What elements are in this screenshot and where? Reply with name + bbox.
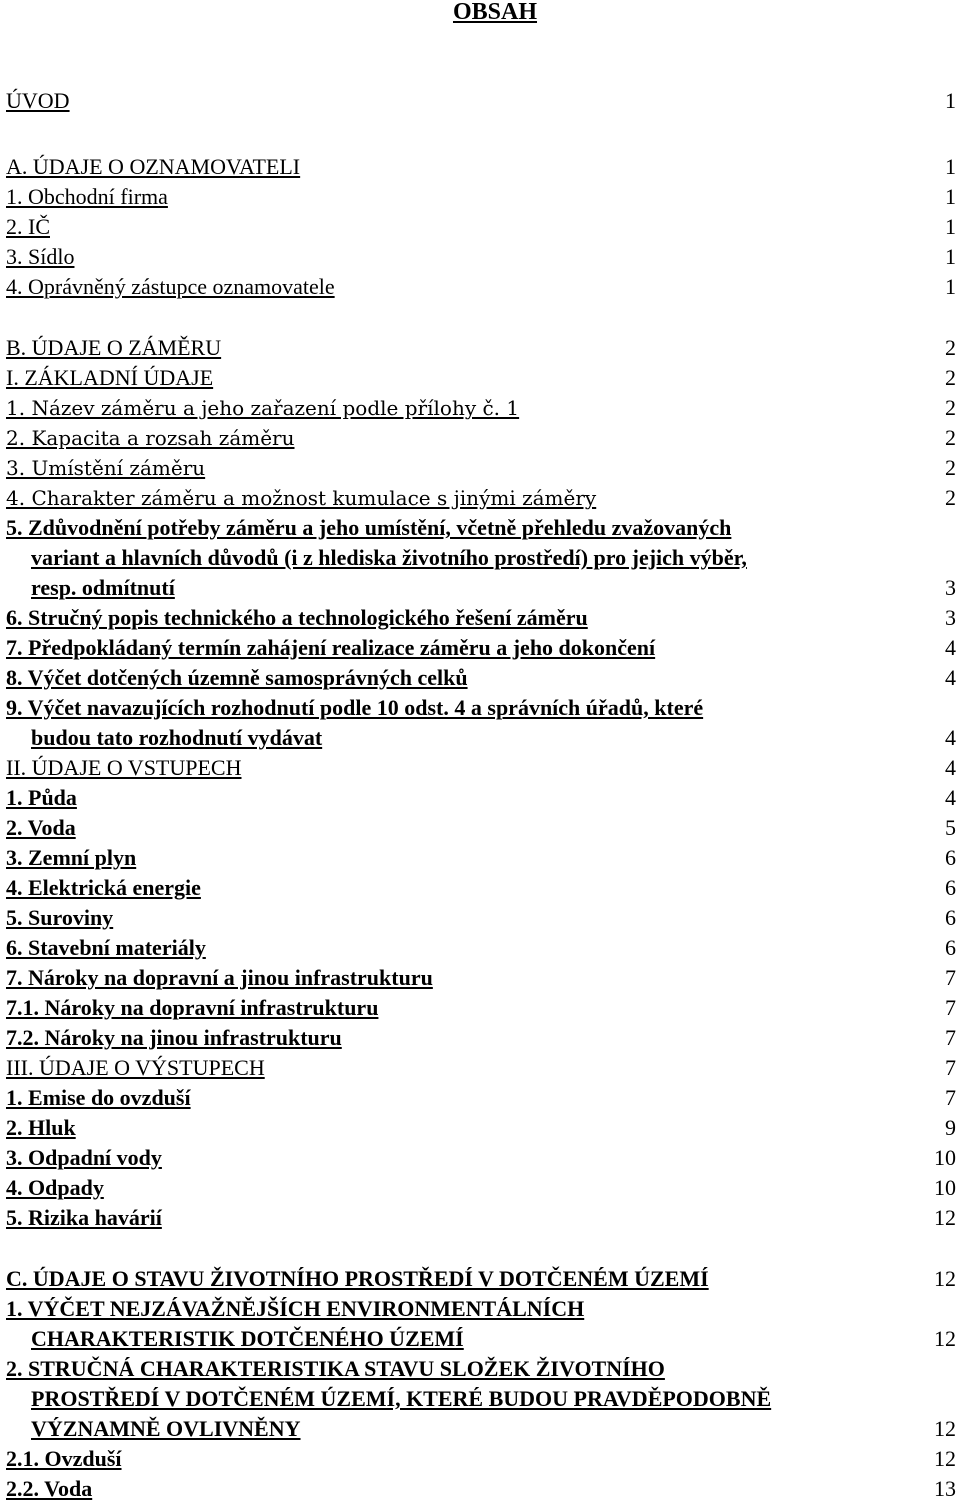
toc-entry-label[interactable] (6, 633, 655, 663)
toc-entry-text: 2. IČ (6, 214, 50, 239)
toc-entry-label[interactable] (6, 453, 205, 483)
toc-entry-label[interactable] (6, 933, 206, 963)
toc-entry-text: 5. Suroviny (6, 905, 114, 930)
toc-entry-text: resp. odmítnutí (31, 575, 175, 600)
toc-entry-text: 3. Umístění záměru (6, 456, 206, 480)
toc-entry-label[interactable] (6, 603, 588, 633)
toc-entry[interactable] (6, 423, 956, 453)
toc-entry-text: VÝZNAMNĚ OVLIVNĚNY (31, 1416, 301, 1441)
toc-entry[interactable] (6, 1083, 956, 1113)
toc-entry[interactable] (6, 783, 956, 813)
toc-entry-page: 6 (945, 935, 956, 960)
toc-entry-label[interactable] (6, 1143, 162, 1173)
toc-entry-page: 2 (945, 455, 956, 480)
section-spacer (6, 116, 956, 152)
toc-entry-text: B. ÚDAJE O ZÁMĚRU (6, 335, 222, 360)
toc-entry-label[interactable] (6, 1203, 162, 1233)
toc-entry[interactable] (6, 693, 956, 753)
toc-entry[interactable] (6, 963, 956, 993)
toc-entry-text: II. ÚDAJE O VSTUPECH (6, 755, 242, 780)
toc-entry[interactable] (6, 1173, 956, 1203)
toc-entry-text: 7.2. Nároky na jinou infrastrukturu (6, 1025, 342, 1050)
toc-entry-page: 7 (945, 1055, 956, 1080)
toc-entry-page: 13 (934, 1476, 956, 1501)
toc-entry-label[interactable] (6, 1264, 709, 1294)
toc-entry[interactable] (6, 272, 956, 302)
toc-entry-text: 7. Předpokládaný termín zahájení realizace záměru a jeho dokončení (6, 635, 656, 660)
toc-entry-page: 10 (934, 1175, 956, 1200)
toc-entry-page: 1 (945, 214, 956, 239)
toc-entry-label[interactable] (6, 1173, 104, 1203)
toc-entry[interactable] (6, 843, 956, 873)
toc-entry-page: 2 (945, 485, 956, 510)
toc-entry-page: 1 (945, 244, 956, 269)
toc-entry[interactable] (6, 152, 956, 182)
toc-entry-label[interactable] (6, 333, 221, 363)
toc-entry-page: 5 (945, 815, 956, 840)
toc-entry[interactable] (6, 813, 956, 843)
toc-entry-page: 12 (934, 1205, 956, 1230)
toc-entry-page: 2 (945, 365, 956, 390)
toc-entry-text: ÚVOD (6, 88, 70, 113)
toc-entry-text: PROSTŘEDÍ V DOTČENÉM ÚZEMÍ, KTERÉ BUDOU PRAVDĚPODOBNĚ (31, 1386, 772, 1411)
toc-entry-text: 7.1. Nároky na dopravní infrastrukturu (6, 995, 379, 1020)
toc-entry-label[interactable] (6, 963, 433, 993)
toc-entry-text: 4. Elektrická energie (6, 875, 201, 900)
toc-entry-text: I. ZÁKLADNÍ ÚDAJE (6, 365, 214, 390)
toc-entry[interactable] (6, 513, 956, 603)
toc-entry-text: 4. Odpady (6, 1175, 104, 1200)
toc-entry-page: 10 (934, 1145, 956, 1170)
toc-entry-text: 1. Obchodní firma (6, 184, 168, 209)
toc-title: OBSAH (452, 0, 538, 25)
toc-entry-label[interactable] (6, 1053, 265, 1083)
toc-entry-page: 4 (945, 755, 956, 780)
toc-entry[interactable] (6, 1143, 956, 1173)
toc-entry-label[interactable] (6, 1023, 342, 1053)
toc-entry-label[interactable] (6, 483, 596, 513)
toc-entry-label[interactable] (6, 843, 136, 873)
toc-entry-page: 7 (945, 995, 956, 1020)
section-spacer (6, 302, 956, 333)
toc-entry-page: 4 (945, 725, 956, 750)
toc-entry[interactable] (6, 1113, 956, 1143)
toc-entry-page: 2 (945, 335, 956, 360)
toc-entry-label[interactable] (6, 212, 50, 242)
toc-entry-page: 12 (934, 1416, 956, 1441)
toc-entry-page: 4 (945, 785, 956, 810)
table-of-contents (6, 86, 956, 1504)
toc-entry-text: 8. Výčet dotčených územně samosprávných celků (6, 665, 468, 690)
toc-entry[interactable] (6, 1354, 956, 1444)
toc-entry-label[interactable] (6, 1113, 76, 1143)
toc-entry-label[interactable] (6, 86, 70, 116)
toc-entry-page: 3 (945, 575, 956, 600)
toc-entry-label[interactable] (6, 783, 77, 813)
toc-entry-page: 1 (945, 184, 956, 209)
toc-entry[interactable] (6, 753, 956, 783)
toc-entry-page: 1 (945, 154, 956, 179)
toc-entry-label[interactable] (6, 363, 213, 393)
toc-entry-label[interactable] (6, 753, 242, 783)
toc-entry-page: 6 (945, 875, 956, 900)
toc-entry[interactable] (6, 1023, 956, 1053)
toc-entry[interactable] (6, 1294, 956, 1354)
toc-entry[interactable] (6, 182, 956, 212)
toc-entry[interactable] (6, 873, 956, 903)
toc-entry-label[interactable] (6, 903, 113, 933)
toc-entry-page: 12 (934, 1266, 956, 1291)
toc-entry-label[interactable] (6, 393, 519, 423)
toc-entry-text: A. ÚDAJE O OZNAMOVATELI (6, 154, 301, 179)
toc-entry-page: 7 (945, 1085, 956, 1110)
toc-entry[interactable] (6, 1444, 956, 1474)
toc-entry-page: 1 (945, 274, 956, 299)
toc-entry[interactable] (6, 212, 956, 242)
toc-entry-page: 6 (945, 845, 956, 870)
toc-entry-text: CHARAKTERISTIK DOTČENÉHO ÚZEMÍ (31, 1326, 464, 1351)
toc-entry[interactable] (6, 633, 956, 663)
toc-entry-page: 6 (945, 905, 956, 930)
toc-entry-text: 3. Odpadní vody (6, 1145, 162, 1170)
toc-entry-text: 6. Stručný popis technického a technologického řešení záměru (6, 605, 588, 630)
toc-entry-text: C. ÚDAJE O STAVU ŽIVOTNÍHO PROSTŘEDÍ V DOTČENÉM ÚZEMÍ (6, 1266, 709, 1291)
toc-entry-text: 6. Stavební materiály (6, 935, 206, 960)
toc-entry-label[interactable] (6, 1474, 92, 1504)
toc-entry[interactable] (6, 993, 956, 1023)
toc-entry-text: variant a hlavních důvodů (i z hlediska životního prostředí) pro jejich výběr, (31, 545, 747, 570)
toc-entry-label[interactable] (6, 1083, 191, 1113)
toc-entry[interactable] (6, 363, 956, 393)
toc-entry-page: 4 (945, 635, 956, 660)
toc-entry[interactable] (6, 333, 956, 363)
section-spacer (6, 1233, 956, 1264)
toc-entry-text: 5. Zdůvodnění potřeby záměru a jeho umístění, včetně přehledu zvažovaných (6, 515, 732, 540)
toc-entry-text: 9. Výčet navazujících rozhodnutí podle 10 odst. 4 a správních úřadů, které (6, 695, 704, 720)
toc-entry-page: 3 (945, 605, 956, 630)
toc-entry-text: III. ÚDAJE O VÝSTUPECH (6, 1055, 265, 1080)
toc-entry[interactable] (6, 393, 956, 423)
toc-entry-text: 4. Oprávněný zástupce oznamovatele (6, 274, 335, 299)
toc-entry-page: 7 (945, 965, 956, 990)
toc-entry-page: 2 (945, 425, 956, 450)
toc-entry[interactable] (6, 1053, 956, 1083)
toc-entry-label[interactable] (6, 873, 201, 903)
toc-entry-text: 2. Voda (6, 815, 76, 840)
toc-entry-label[interactable] (6, 513, 747, 603)
toc-entry-text: 1. Emise do ovzduší (6, 1085, 191, 1110)
toc-entry[interactable] (6, 1474, 956, 1504)
toc-entry-label[interactable] (6, 693, 703, 753)
toc-entry-label[interactable] (6, 1444, 122, 1474)
toc-entry-text: 1. Název záměru a jeho zařazení podle přílohy č. 1 (6, 396, 520, 420)
toc-entry-label[interactable] (6, 993, 378, 1023)
toc-entry-label[interactable] (6, 1354, 771, 1444)
toc-entry[interactable] (6, 933, 956, 963)
toc-entry-text: budou tato rozhodnutí vydávat (31, 725, 323, 750)
toc-entry[interactable] (6, 603, 956, 633)
toc-entry-page: 7 (945, 1025, 956, 1050)
toc-entry-text: 3. Sídlo (6, 244, 75, 269)
toc-entry-text: 7. Nároky na dopravní a jinou infrastrukturu (6, 965, 433, 990)
toc-entry-text: 1. VÝČET NEJZÁVAŽNĚJŠÍCH ENVIRONMENTÁLNÍCH (6, 1296, 585, 1321)
toc-entry[interactable] (6, 1203, 956, 1233)
toc-entry-text: 2. Hluk (6, 1115, 76, 1140)
toc-entry-label[interactable] (6, 1294, 584, 1354)
toc-entry-page: 12 (934, 1446, 956, 1471)
toc-entry-label[interactable] (6, 813, 76, 843)
toc-entry-label[interactable] (6, 423, 295, 453)
toc-entry-page: 1 (945, 88, 956, 113)
toc-entry-text: 5. Rizika havárií (6, 1205, 162, 1230)
toc-entry-text: 1. Půda (6, 785, 77, 810)
toc-entry-label[interactable] (6, 272, 335, 302)
toc-entry-text: 4. Charakter záměru a možnost kumulace s jinými záměry (6, 486, 597, 510)
toc-entry[interactable] (6, 1264, 956, 1294)
toc-entry-page: 4 (945, 665, 956, 690)
toc-entry-page: 9 (945, 1115, 956, 1140)
toc-entry-label[interactable] (6, 152, 300, 182)
toc-entry-text: 3. Zemní plyn (6, 845, 137, 870)
toc-entry[interactable] (6, 86, 956, 116)
toc-entry-page: 12 (934, 1326, 956, 1351)
toc-entry-text: 2.2. Voda (6, 1476, 93, 1501)
toc-entry-text: 2.1. Ovzduší (6, 1446, 122, 1471)
toc-entry[interactable] (6, 453, 956, 483)
toc-entry[interactable] (6, 903, 956, 933)
toc-entry-text: 2. STRUČNÁ CHARAKTERISTIKA STAVU SLOŽEK ŽIVOTNÍHO (6, 1356, 665, 1381)
toc-entry-label[interactable] (6, 242, 74, 272)
toc-entry-text: 2. Kapacita a rozsah záměru (6, 426, 295, 450)
toc-entry[interactable] (6, 663, 956, 693)
toc-entry-label[interactable] (6, 663, 468, 693)
toc-entry[interactable] (6, 242, 956, 272)
toc-entry-label[interactable] (6, 182, 168, 212)
toc-entry[interactable] (6, 483, 956, 513)
toc-entry-page: 2 (945, 395, 956, 420)
